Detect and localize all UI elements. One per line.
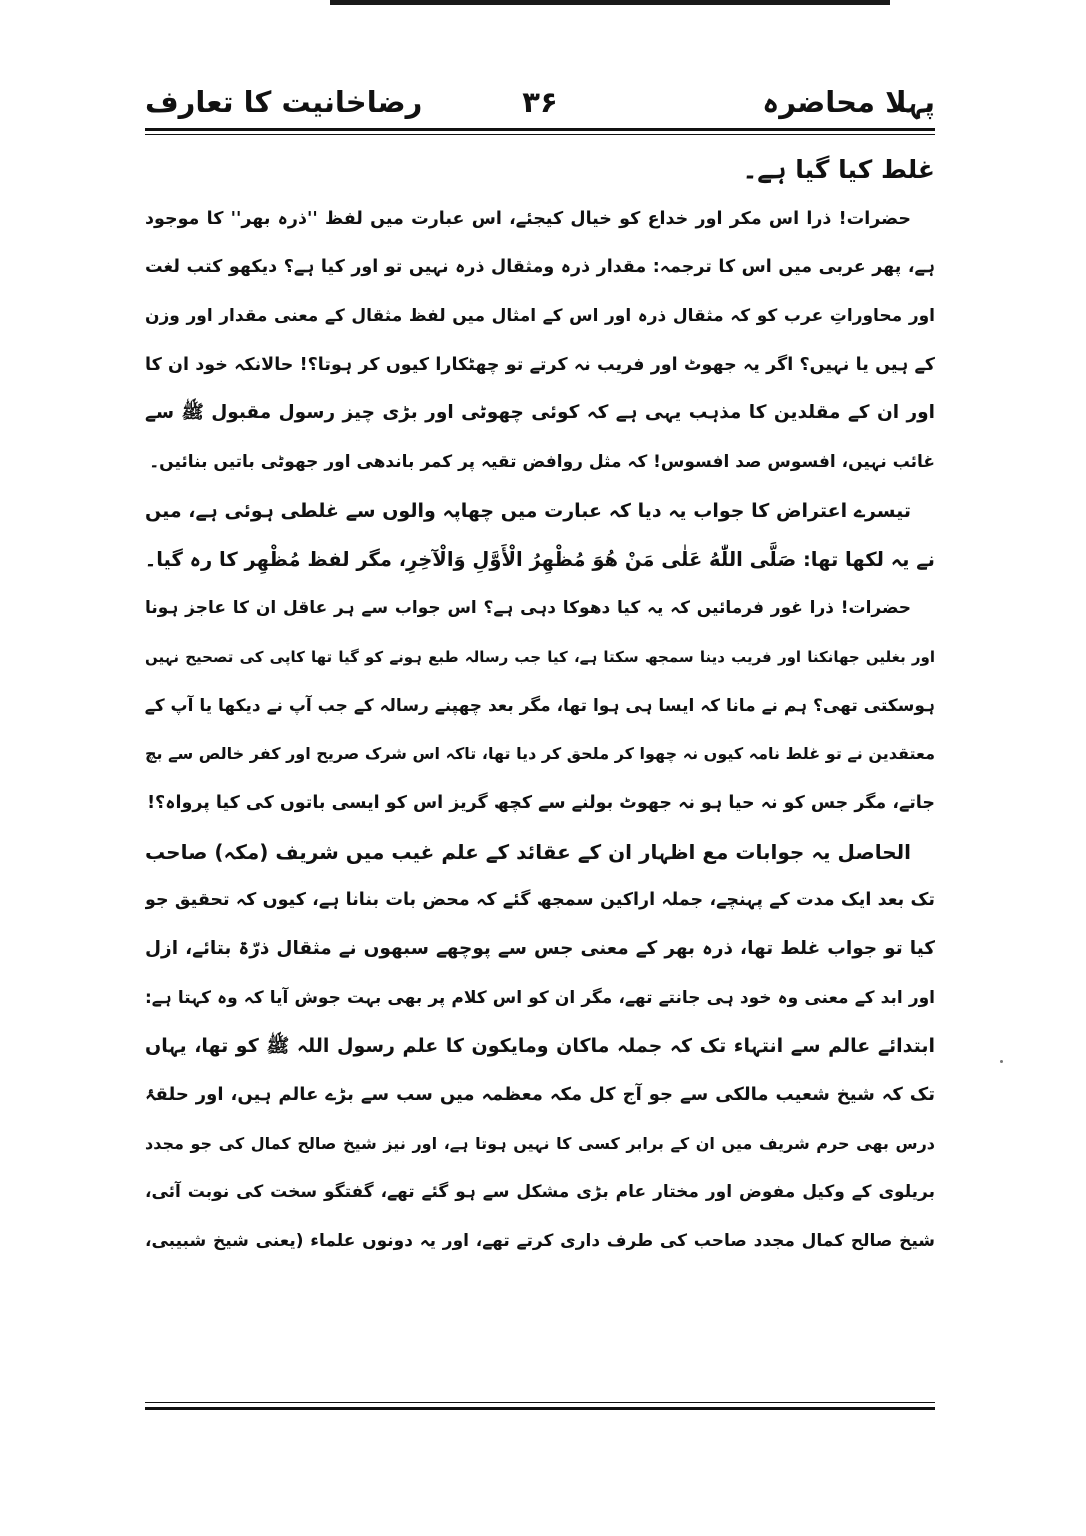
header-rule-thin (145, 134, 935, 135)
text-line: بریلوی کے وکیل مفوض اور مختار عام بڑی مشکل سے ہو گئے تھے، گفتگو سخت کی نوبت آئی، (145, 1182, 935, 1203)
text-line: الحاصل یہ جوابات مع اظہار ان کے عقائد کے علم غیب میں شریف (مکہ) صاحب (145, 839, 911, 864)
text-line: حضرات! ذرا اس مکر اور خداع کو خیال کیجئے، اس عبارت میں لفظ ''ذرہ بھر'' کا موجود (145, 208, 911, 229)
text-line: اور ابد کے معنی وہ خود ہی جانتے تھے، مگر ان کو اس کلام پر بھی بہت جوش آیا کہ وہ کہتا ہے: (145, 987, 935, 1008)
scan-speck (1000, 1060, 1003, 1063)
footer-rule-thick (145, 1407, 935, 1410)
text-line: ابتدائے عالم سے انتہاء تک کہ جملہ ماکان ومایکون کا علم رسول اللہ ﷺ کو تھا، یہاں (145, 1035, 935, 1058)
scan-edge (330, 0, 890, 5)
text-line: غائب نہیں، افسوس صد افسوس! کہ مثل روافض تقیہ پر کمر باندھی اور جھوٹی باتیں بنائیں۔ (149, 452, 935, 473)
text-line: تک کہ شیخ شعیب مالکی سے جو آج کل مکہ معظمہ میں سب سے بڑے عالم ہیں، اور حلقۂ (145, 1084, 935, 1106)
body-text (145, 146, 935, 1266)
header-chapter-title: پہلا محاضرہ (762, 85, 935, 119)
footer-rule-thin (145, 1402, 935, 1403)
text-line: حضرات! ذرا غور فرمائیں کہ یہ کیا دھوکا دہی ہے؟ اس جواب سے ہر عاقل ان کا عاجز ہونا (145, 598, 911, 619)
text-line: نے یہ لکھا تھا: صَلَّى اللّٰهُ عَلٰى مَنْ هُوَ مُظْهِرُ الْأَوَّلِ وَالْآخِرِ، مگر لفظ مُظْهِر کا رہ گیا۔ (145, 547, 935, 571)
text-line: شیخ صالح کمال مجدد صاحب کی طرف داری کرتے تھے، اور یہ دونوں علماء (یعنی شیخ شبیبی، (145, 1231, 935, 1252)
header-rule-thick (145, 128, 935, 131)
text-line: ہے، پھر عربی میں اس کا ترجمہ: مقدار ذرہ ومثقال ذرہ نہیں تو اور کیا ہے؟ دیکھو کتب لغت (145, 257, 935, 278)
text-line: معتقدین نے تو غلط نامہ کیوں نہ چھوا کر ملحق کر دیا تھا، تاکہ اس شرک صریح اور کفر خالص سے بچ (145, 744, 935, 764)
text-line: اور محاوراتِ عرب کو کہ مثقال ذرہ اور اس کے امثال میں لفظ مثقال کے معنی مقدار اور وزن (145, 306, 935, 327)
text-line: جاتے، مگر جس کو نہ حیا ہو نہ جھوٹ بولنے سے کچھ گریز اس کو ایسی باتوں کی کیا پرواہ؟! (147, 792, 935, 813)
text-line: ہوسکتی تھی؟ ہم نے مانا کہ ایسا ہی ہوا تھا، مگر بعد چھپنے رسالہ کے جب آپ نے دیکھا یا آپ کے (145, 695, 935, 716)
text-line: اور ان کے مقلدین کا مذہب یہی ہے کہ کوئی چھوٹی اور بڑی چیز رسول مقبول ﷺ سے (145, 402, 935, 424)
text-line: تک بعد ایک مدت کے پہنچے، جملہ اراکین سمجھ گئے کہ محض بات بنانا ہے، کیوں کہ تحقیق جو (145, 890, 935, 911)
text-line: کے ہیں یا نہیں؟ اگر یہ جھوٹ اور فریب نہ کرتے تو چھٹکارا کیوں کر ہوتا؟! حالانکہ خود ان کا (145, 354, 935, 375)
text-line: غلط کیا گیا ہے۔ (742, 155, 935, 184)
text-line: درس بھی حرم شریف میں ان کے برابر کسی کا نہیں ہوتا ہے، اور نیز شیخ صالح کمال کی جو مجدد (145, 1133, 935, 1153)
header-book-title: رضاخانیت کا تعارف (145, 85, 423, 119)
text-line: تیسرے اعتراض کا جواب یہ دیا کہ عبارت میں چھاپہ والوں سے غلطی ہوئی ہے، میں (145, 499, 911, 522)
running-header (145, 82, 935, 122)
page-number: ۳۶ (522, 85, 558, 119)
text-line: اور بغلیں جھانکنا اور فریب دینا سمجھ سکتا ہے، کیا جب رسالہ طبع ہونے کو گیا تھا کاپی کی تصحیح نہیں (145, 647, 935, 666)
text-line: کیا تو جواب غلط تھا، ذرہ بھر کے معنی جس سے پوچھے سبھوں نے مثقال ذرّۃ بتائے، ازل (145, 938, 935, 959)
